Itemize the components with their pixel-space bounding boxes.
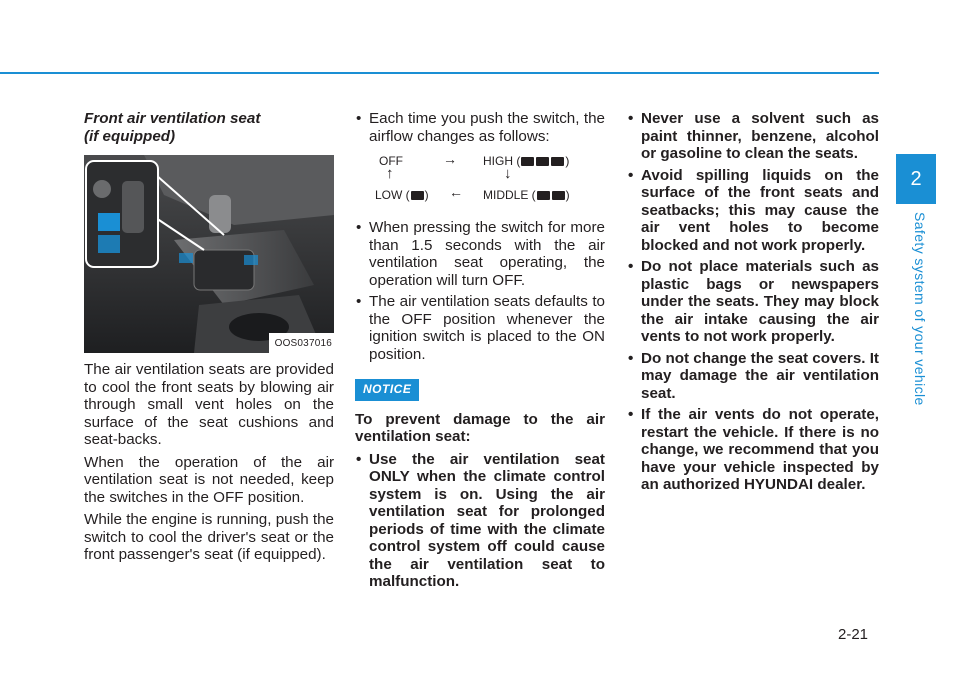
paragraph-1: The air ventilation seats are provided to cool the front seats by blowing air through small vent holes on the surface of the seat cushions and seat-backs. (84, 361, 334, 448)
list-item: • Use the air ventilation seat ONLY when the climate control system is on. Using the air ventilation seat for prolonged periods of time with the climate control system off could cause the air ventilation seat to malfunction. (355, 451, 605, 591)
middle-label: MIDDLE ( (483, 188, 536, 202)
diagram-high (483, 153, 569, 171)
diagram-low (375, 187, 429, 205)
low-label: LOW ( (375, 188, 410, 202)
fan-level-icon (521, 157, 534, 166)
page-number: 2-21 (838, 626, 869, 643)
column-left (84, 110, 334, 569)
bullet-list-intro (355, 110, 605, 145)
notice-bullet-list-continued (627, 110, 879, 494)
notice-bullet-list (355, 451, 605, 591)
list-item: • Avoid spilling liquids on the surface of the front seats and seatbacks; this may cause the air vent holes to become blocked and not work properly. (627, 167, 879, 255)
heading-line-1: Front air ventilation seat (84, 110, 261, 127)
diagram-off: OFF (379, 154, 403, 168)
airflow-cycle-diagram (355, 149, 605, 213)
arrow-down-icon: ↓ (504, 165, 512, 182)
fan-level-icon (411, 191, 424, 200)
column-right (627, 110, 879, 498)
diagram-middle (483, 187, 570, 205)
paragraph-2: When the operation of the air ventilation seat is not needed, keep the switches in the OFF position. (84, 453, 334, 506)
list-item: • Do not change the seat covers. It may damage the air ventilation seat. (627, 350, 879, 403)
fan-level-icon (551, 157, 564, 166)
list-item: • Never use a solvent such as paint thinner, benzene, alcohol or gasoline to clean the seats. (627, 110, 879, 163)
header-rule (0, 72, 879, 74)
list-item: • If the air vents do not operate, restart the vehicle. If there is no change, we recommend that you have your vehicle inspected by an authorized HYUNDAI dealer. (627, 406, 879, 494)
arrow-left-icon: ← (449, 184, 463, 200)
image-caption: OOS037016 (269, 333, 334, 354)
list-item: • Do not place materials such as plastic bags or newspapers under the seats. They may block the air intake causing the air vents to not work properly. (627, 258, 879, 346)
fan-level-icon (536, 157, 549, 166)
bullet-list (355, 219, 605, 363)
fan-level-icon (537, 191, 550, 200)
heading-line-2: (if equipped) (84, 127, 176, 145)
paragraph-3: While the engine is running, push the switch to cool the driver's seat or the front passenger's seat (if equipped). (84, 511, 334, 563)
section-heading (84, 110, 334, 145)
high-label: HIGH ( (483, 154, 521, 168)
notice-badge: NOTICE (355, 379, 419, 401)
list-item: • Each time you push the switch, the airflow changes as follows: (355, 110, 605, 145)
column-middle (355, 110, 605, 595)
console-illustration (84, 155, 334, 353)
section-tab: 2 (896, 154, 936, 204)
paren: ) (565, 154, 570, 168)
arrow-right-icon: → (443, 151, 457, 167)
paren: ) (424, 188, 429, 202)
fan-level-icon (552, 191, 565, 200)
paren: ) (565, 188, 570, 202)
list-item: • When pressing the switch for more than 1.5 seconds with the air ventilation seat operating, the operation will turn OFF. (355, 219, 605, 289)
notice-heading: To prevent damage to the air ventilation seat: (355, 410, 605, 445)
section-title: Safety system of your vehicle (912, 212, 928, 406)
arrow-up-icon: ↑ (386, 165, 394, 182)
list-item: • The air ventilation seats defaults to the OFF position whenever the ignition switch is placed to the ON position. (355, 293, 605, 363)
console-photo (84, 155, 334, 353)
